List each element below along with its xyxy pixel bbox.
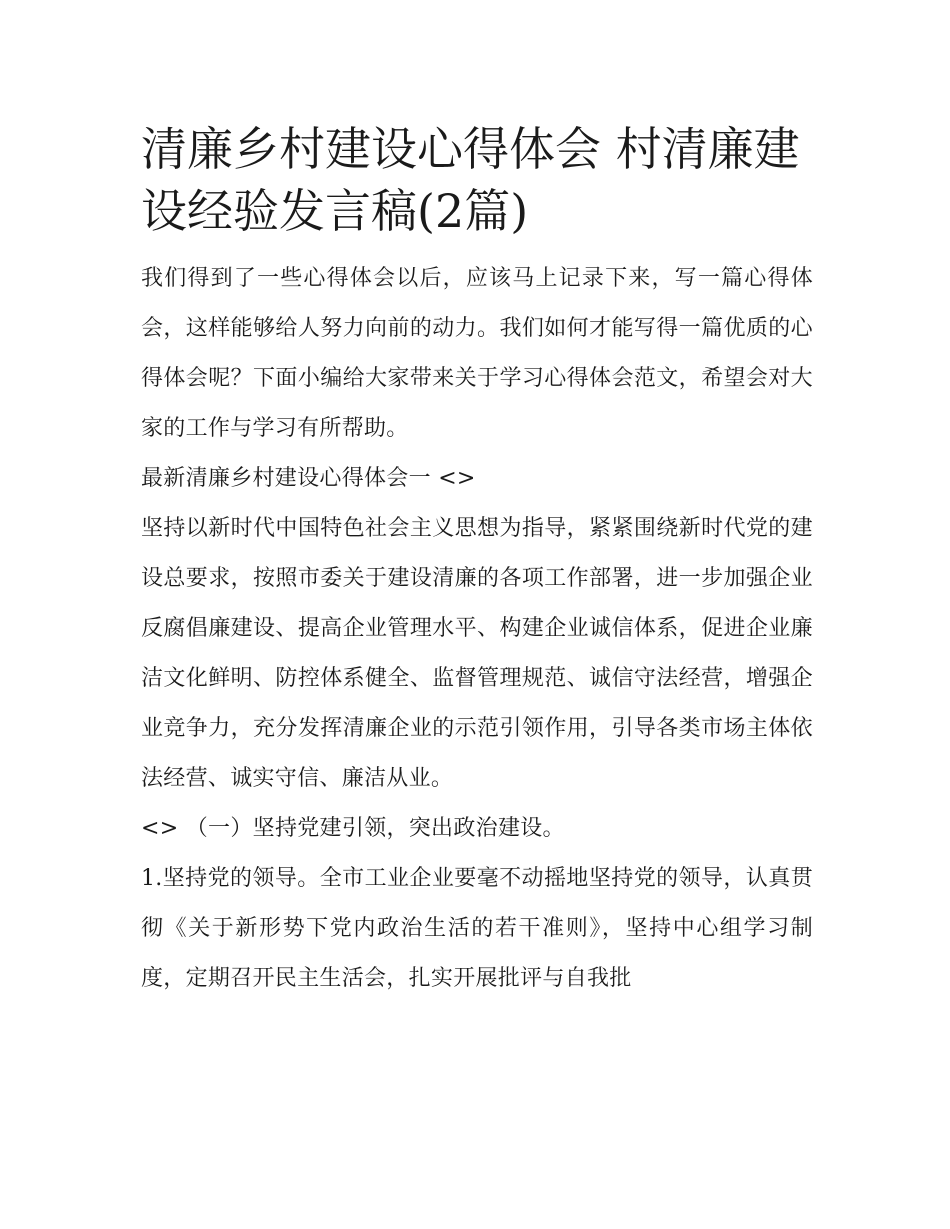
- document-title: 清廉乡村建设心得体会 村清廉建设经验发言稿(2篇): [141, 122, 800, 238]
- body-paragraph: 坚持以新时代中国特色社会主义思想为指导，紧紧围绕新时代党的建设总要求，按照市委关于建设清廉的各项工作部署，进一步加强企业反腐倡廉建设、提高企业管理水平、构建企业诚信体系，促进企业廉洁文化鲜明、防控体系健全、监督管理规范、诚信守法经营，增强企业竞争力，充分发挥清廉企业的示范引领作用，引导各类市场主体依法经营、诚实守信、廉洁从业。: [141, 516, 813, 791]
- section-heading: 最新清廉乡村建设心得体会一 <>: [141, 466, 476, 491]
- numbered-paragraph: 1.坚持党的领导。全市工业企业要毫不动摇地坚持党的领导，认真贯彻《关于新形势下党内政治生活的若干准则》，坚持中心组学习制度，定期召开民主生活会，扎实开展批评与自我批: [141, 866, 813, 991]
- intro-paragraph: 我们得到了一些心得体会以后，应该马上记录下来，写一篇心得体会，这样能够给人努力向前的动力。我们如何才能写得一篇优质的心得体会呢？下面小编给大家带来关于学习心得体会范文，希望会对大家的工作与学习有所帮助。: [141, 266, 813, 441]
- document-page: [141, 118, 813, 1004]
- subsection-heading: <> （一）坚持党建引领，突出政治建设。: [141, 816, 565, 841]
